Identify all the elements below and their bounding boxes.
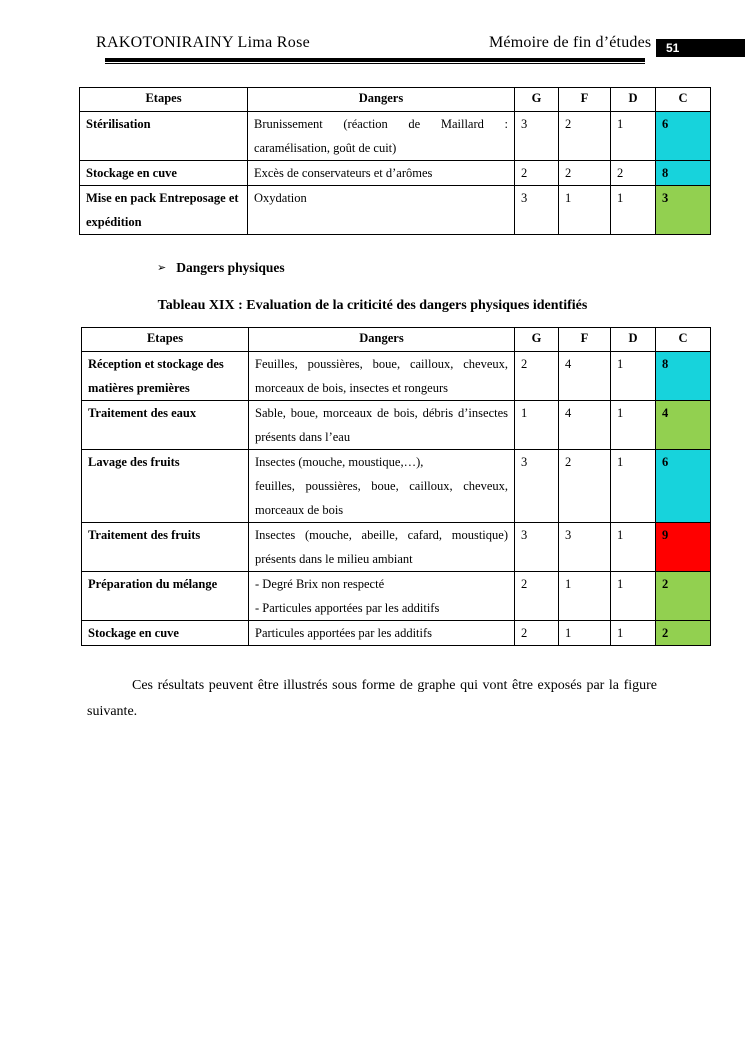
g-cell: 2 bbox=[515, 621, 559, 646]
header-rule-thin bbox=[105, 63, 645, 64]
table-caption: Tableau XIX : Evaluation de la criticité des dangers physiques identifiés bbox=[157, 298, 588, 313]
table-row bbox=[82, 523, 711, 572]
danger-cell: Feuilles, poussières, boue, cailloux, cheveux, morceaux de bois, insectes et rongeurs bbox=[249, 352, 515, 401]
header-c: C bbox=[656, 328, 711, 352]
etape-cell: Préparation du mélange bbox=[82, 572, 249, 621]
header-dangers: Dangers bbox=[249, 328, 515, 352]
table-header-row bbox=[82, 328, 711, 352]
g-cell: 2 bbox=[515, 161, 559, 186]
g-cell: 3 bbox=[515, 450, 559, 523]
header-d: D bbox=[611, 88, 656, 112]
f-cell: 2 bbox=[559, 161, 611, 186]
g-cell: 3 bbox=[515, 523, 559, 572]
criticity-cell: 2 bbox=[656, 621, 711, 646]
table-row bbox=[82, 401, 711, 450]
table-row bbox=[82, 621, 711, 646]
header-etapes: Etapes bbox=[80, 88, 248, 112]
danger-cell: Particules apportées par les additifs bbox=[249, 621, 515, 646]
header-g: G bbox=[515, 328, 559, 352]
danger-cell: Sable, boue, morceaux de bois, débris d’insectes présents dans l’eau bbox=[249, 401, 515, 450]
d-cell: 1 bbox=[611, 572, 656, 621]
d-cell: 2 bbox=[611, 161, 656, 186]
criticity-cell: 8 bbox=[656, 161, 711, 186]
header-etapes: Etapes bbox=[82, 328, 249, 352]
f-cell: 4 bbox=[559, 401, 611, 450]
table-row bbox=[82, 572, 711, 621]
criticity-cell: 4 bbox=[656, 401, 711, 450]
header-f: F bbox=[559, 88, 611, 112]
f-cell: 1 bbox=[559, 186, 611, 235]
f-cell: 2 bbox=[559, 112, 611, 161]
section-title: Dangers physiques bbox=[176, 260, 285, 275]
d-cell: 1 bbox=[611, 352, 656, 401]
danger-line: Insectes (mouche, moustique,…), bbox=[255, 455, 424, 469]
etape-cell: Stérilisation bbox=[80, 112, 248, 161]
arrow-bullet-icon: ➢ bbox=[157, 261, 167, 274]
criticity-cell: 9 bbox=[656, 523, 711, 572]
etape-cell: Stockage en cuve bbox=[80, 161, 248, 186]
criticity-cell: 3 bbox=[656, 186, 711, 235]
header-c: C bbox=[656, 88, 711, 112]
danger-cell: Excès de conservateurs et d’arômes bbox=[248, 161, 515, 186]
danger-cell bbox=[249, 450, 515, 523]
chemical-hazards-table bbox=[79, 87, 711, 235]
page-number-box bbox=[656, 39, 745, 57]
header-rule bbox=[105, 58, 645, 62]
body-paragraph: Ces résultats peuvent être illustrés sous forme de graphe qui vont être exposés par la figure suivante. bbox=[87, 678, 657, 719]
danger-line: - Particules apportées par les additifs bbox=[255, 601, 440, 615]
table-row bbox=[82, 352, 711, 401]
header-dangers: Dangers bbox=[248, 88, 515, 112]
section-heading bbox=[157, 260, 285, 276]
danger-line: feuilles, poussières, boue, cailloux, cheveux, morceaux de bois bbox=[255, 479, 508, 517]
danger-line: - Degré Brix non respecté bbox=[255, 577, 385, 591]
etape-cell: Lavage des fruits bbox=[82, 450, 249, 523]
g-cell: 3 bbox=[515, 186, 559, 235]
d-cell: 1 bbox=[611, 523, 656, 572]
f-cell: 4 bbox=[559, 352, 611, 401]
danger-cell: Oxydation bbox=[248, 186, 515, 235]
header-g: G bbox=[515, 88, 559, 112]
etape-cell: Réception et stockage des matières premières bbox=[82, 352, 249, 401]
g-cell: 2 bbox=[515, 352, 559, 401]
table-row bbox=[80, 186, 711, 235]
d-cell: 1 bbox=[611, 401, 656, 450]
page-number: 51 bbox=[666, 41, 680, 55]
etape-cell: Traitement des fruits bbox=[82, 523, 249, 572]
etape-cell: Traitement des eaux bbox=[82, 401, 249, 450]
f-cell: 2 bbox=[559, 450, 611, 523]
table-row bbox=[80, 161, 711, 186]
page-header bbox=[0, 0, 745, 70]
d-cell: 1 bbox=[611, 112, 656, 161]
author-name: RAKOTONIRAINY Lima Rose bbox=[96, 34, 310, 51]
criticity-cell: 2 bbox=[656, 572, 711, 621]
criticity-cell: 6 bbox=[656, 112, 711, 161]
etape-cell: Stockage en cuve bbox=[82, 621, 249, 646]
d-cell: 1 bbox=[611, 450, 656, 523]
danger-cell: Insectes (mouche, abeille, cafard, moustique) présents dans le milieu ambiant bbox=[249, 523, 515, 572]
table-row bbox=[80, 112, 711, 161]
etape-cell: Mise en pack Entreposage et expédition bbox=[80, 186, 248, 235]
g-cell: 2 bbox=[515, 572, 559, 621]
table-row bbox=[82, 450, 711, 523]
f-cell: 3 bbox=[559, 523, 611, 572]
criticity-cell: 8 bbox=[656, 352, 711, 401]
f-cell: 1 bbox=[559, 621, 611, 646]
physical-hazards-table bbox=[81, 327, 711, 646]
g-cell: 1 bbox=[515, 401, 559, 450]
criticity-cell: 6 bbox=[656, 450, 711, 523]
table-header-row bbox=[80, 88, 711, 112]
header-d: D bbox=[611, 328, 656, 352]
g-cell: 3 bbox=[515, 112, 559, 161]
header-f: F bbox=[559, 328, 611, 352]
d-cell: 1 bbox=[611, 186, 656, 235]
d-cell: 1 bbox=[611, 621, 656, 646]
danger-cell: Brunissement (réaction de Maillard : caramélisation, goût de cuit) bbox=[248, 112, 515, 161]
f-cell: 1 bbox=[559, 572, 611, 621]
document-type: Mémoire de fin d’études bbox=[489, 34, 652, 51]
danger-cell bbox=[249, 572, 515, 621]
